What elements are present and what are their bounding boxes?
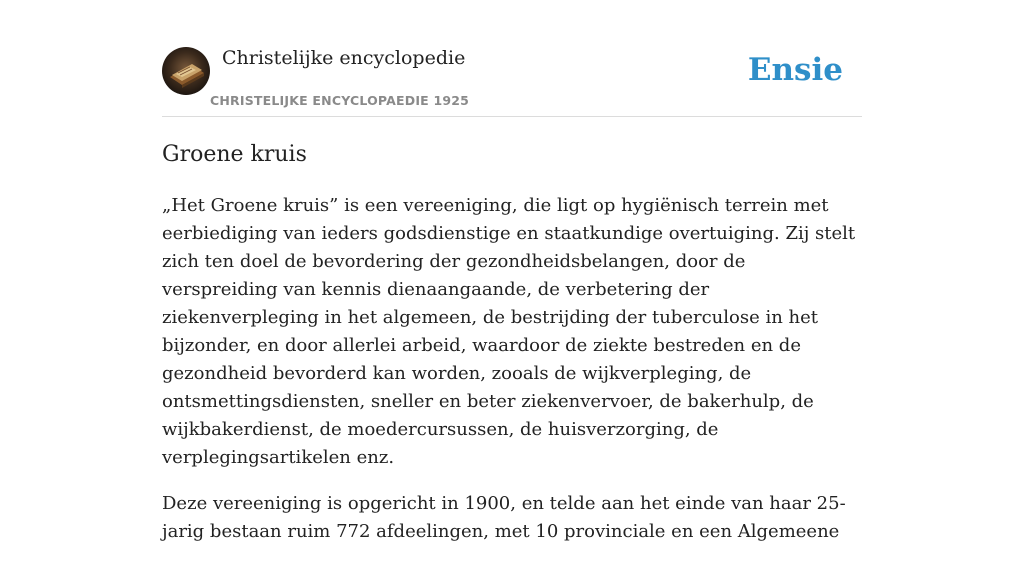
article-paragraph: „Het Groene kruis” is een vereeniging, die ligt op hygiënisch terrein met eerbiediging van ieders godsdienstige en staatkundige overtuiging. Zij stelt zich ten doel de bevordering der gezondheidsbelangen, door de verspreiding van kennis dienaangaande, de verbetering der ziekenverpleging in het algemeen, de bestrijding der tuberculose in het bijzonder, en door allerlei arbeid, waardoor de ziekte bestreden en de gezondheid bevorderd kan worden, zooals de wijkverpleging, de ontsmettingsdiensten, sneller en beter ziekenvervoer, de bakerhulp, de wijkbakerdienst, de moedercursussen, de huisverzorging, de verplegingsartikelen enz. [162, 195, 856, 468]
article-body [162, 192, 862, 564]
article-title: Groene kruis [162, 142, 307, 167]
source-avatar[interactable] [162, 47, 210, 95]
book-photo-icon [162, 47, 210, 95]
ensie-logo[interactable]: Ensie [747, 52, 843, 88]
source-subtitle[interactable]: CHRISTELIJKE ENCYCLOPAEDIE 1925 [210, 93, 470, 108]
article-paragraph: Deze vereeniging is opgericht in 1900, en telde aan het einde van haar 25-jarig bestaan ruim 772 afdeelingen, met 10 provinciale en een Algemeene [162, 493, 846, 542]
source-name[interactable]: Christelijke encyclopedie [222, 47, 466, 69]
header [162, 46, 862, 117]
